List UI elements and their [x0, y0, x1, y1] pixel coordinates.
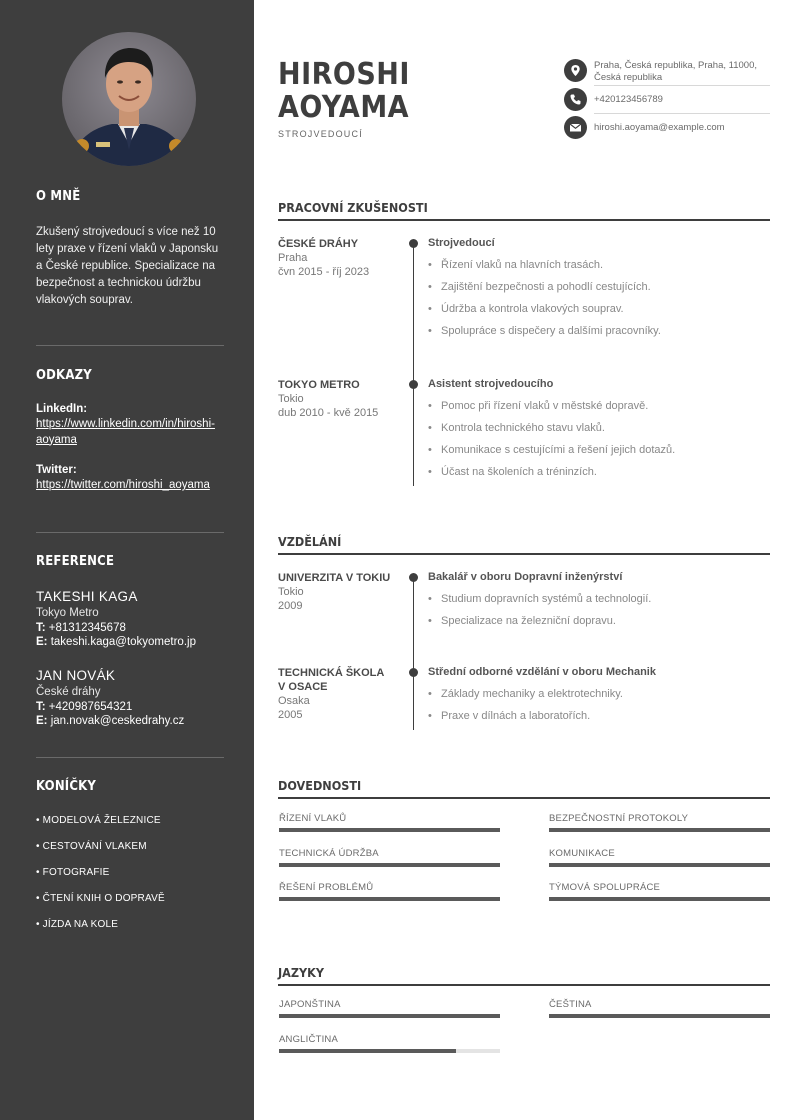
level-fill: [549, 828, 770, 832]
hobbies-section: [36, 779, 224, 794]
experience-entry-meta: [278, 237, 396, 279]
entry-org: TECHNICKÁ ŠKOLA V OSACE: [278, 667, 384, 693]
skill-name: BEZPEČNOSTNÍ PROTOKOLY: [549, 813, 689, 824]
contact-divider: [594, 85, 770, 86]
section-rule: [278, 984, 770, 986]
about-text: Zkušený strojvedoucí s více než 10 lety praxe v řízení vlaků v Japonsku a České republice. Specializace na bezpečnost a technickou údržbu vlakových souprav.: [36, 226, 219, 306]
language-bar: [279, 1014, 500, 1018]
entry-dates: 2009: [278, 600, 303, 612]
skill-bar: [549, 828, 770, 832]
references-title: REFERENCE: [36, 554, 115, 569]
entry-bullet: • Komunikace s cestujícími a řešení jejich dotazů.: [428, 444, 770, 456]
experience-title: PRACOVNÍ ZKUŠENOSTI: [278, 200, 428, 215]
about-section: [36, 189, 224, 204]
entry-dates: čvn 2015 - říj 2023: [278, 266, 370, 278]
sidebar-divider: [36, 345, 224, 346]
experience-entry-details: [428, 237, 770, 337]
reference-name: JAN NOVÁK: [36, 668, 116, 683]
skill-name: TÝMOVÁ SPOLUPRÁCE: [549, 882, 661, 893]
entry-bullet: • Základy mechaniky a elektrotechniky.: [428, 688, 770, 700]
reference-phone: T: +420987654321: [36, 701, 133, 713]
level-fill: [549, 1014, 770, 1018]
timeline-line: [413, 243, 414, 486]
links-title: ODKAZY: [36, 368, 92, 383]
contact-email: [564, 116, 770, 139]
entry-location: Osaka: [278, 695, 310, 707]
sidebar: [0, 0, 254, 1120]
skill-item: [549, 848, 770, 867]
level-fill: [549, 897, 770, 901]
skill-name: TECHNICKÁ ÚDRŽBA: [279, 848, 379, 859]
skills-title: DOVEDNOSTI: [278, 778, 362, 793]
entry-location: Praha: [278, 252, 308, 264]
skill-bar: [549, 897, 770, 901]
language-name: ČEŠTINA: [549, 999, 592, 1010]
skill-item: [549, 882, 770, 901]
skill-bar: [279, 863, 500, 867]
twitter-url[interactable]: https://twitter.com/hiroshi_aoyama: [36, 479, 210, 491]
entry-org: TOKYO METRO: [278, 379, 360, 391]
contact-divider: [594, 113, 770, 114]
person-role: STROJVEDOUCÍ: [278, 129, 363, 139]
skill-bar: [279, 897, 500, 901]
reference-phone: T: +81312345678: [36, 622, 126, 634]
hobby-item: • JÍZDA NA KOLE: [36, 919, 119, 930]
last-name: AOYAMA: [278, 90, 410, 125]
entry-bullet: • Zajištění bezpečnosti a pohodlí cestujících.: [428, 281, 770, 293]
language-item: [279, 999, 500, 1018]
hobby-item: • MODELOVÁ ŽELEZNICE: [36, 815, 161, 826]
entry-location: Tokio: [278, 586, 304, 598]
entry-bullet: • Spolupráce s dispečery a dalšími pracovníky.: [428, 325, 770, 337]
contact-email-text: hiroshi.aoyama@example.com: [594, 122, 725, 133]
education-entry-meta: [278, 571, 396, 613]
linkedin-link-block: [36, 403, 220, 448]
sidebar-divider: [36, 757, 224, 758]
language-item: [279, 1034, 500, 1053]
level-fill: [279, 897, 500, 901]
sidebar-divider: [36, 532, 224, 533]
location-pin-icon: [564, 59, 587, 82]
reference-item: [36, 589, 224, 648]
level-fill: [279, 863, 500, 867]
entry-dates: 2005: [278, 709, 303, 721]
entry-position: Strojvedoucí: [428, 237, 495, 249]
skill-bar: [279, 828, 500, 832]
section-rule: [278, 219, 770, 221]
hobbies-title: KONÍČKY: [36, 779, 97, 794]
person-name: [278, 58, 410, 124]
entry-position: Střední odborné vzdělání v oboru Mechanik: [428, 666, 656, 678]
reference-item: [36, 668, 224, 727]
profile-photo: [62, 32, 196, 166]
reference-org: Tokyo Metro: [36, 607, 99, 619]
contact-phone-text: +420123456789: [594, 94, 663, 105]
entry-bullet: • Kontrola technického stavu vlaků.: [428, 422, 770, 434]
entry-bullet: • Specializace na železniční dopravu.: [428, 615, 770, 627]
level-fill: [279, 828, 500, 832]
entry-org: ČESKÉ DRÁHY: [278, 238, 359, 250]
reference-org: České dráhy: [36, 686, 101, 698]
section-rule: [278, 797, 770, 799]
languages-title: JAZYKY: [278, 965, 325, 980]
entry-location: Tokio: [278, 393, 304, 405]
entry-bullet: • Řízení vlaků na hlavních trasách.: [428, 259, 770, 271]
hobbies-list: [36, 815, 224, 945]
entry-bullet: • Pomoc při řízení vlaků v městské dopravě.: [428, 400, 770, 412]
timeline-dot: [409, 668, 418, 677]
timeline-dot: [409, 573, 418, 582]
skill-name: ŘÍZENÍ VLAKŮ: [279, 813, 347, 824]
language-name: JAPONŠTINA: [279, 999, 341, 1010]
language-name: ANGLIČTINA: [279, 1034, 339, 1045]
education-entry-details: [428, 666, 770, 722]
skill-name: ŘEŠENÍ PROBLÉMŮ: [279, 882, 374, 893]
entry-org: UNIVERZITA V TOKIU: [278, 572, 391, 584]
reference-name: TAKESHI KAGA: [36, 589, 138, 604]
timeline-dot: [409, 239, 418, 248]
envelope-icon: [564, 116, 587, 139]
entry-bullet: • Praxe v dílnách a laboratořích.: [428, 710, 770, 722]
hobby-item: • FOTOGRAFIE: [36, 867, 110, 878]
timeline-line: [413, 577, 414, 730]
first-name: HIROSHI: [278, 57, 410, 92]
entry-bullet: • Studium dopravních systémů a technologií.: [428, 593, 770, 605]
contact-address: [564, 59, 770, 85]
reference-email: E: jan.novak@ceskedrahy.cz: [36, 715, 185, 727]
education-title: VZDĚLÁNÍ: [278, 534, 342, 549]
experience-entry-meta: [278, 378, 396, 420]
links-section: [36, 368, 224, 383]
skill-item: [279, 813, 500, 832]
hobby-item: • CESTOVÁNÍ VLAKEM: [36, 841, 147, 852]
references-section: [36, 554, 224, 569]
language-bar: [549, 1014, 770, 1018]
entry-bullet: • Účast na školeních a tréninzích.: [428, 466, 770, 478]
level-fill: [279, 1014, 500, 1018]
phone-icon: [564, 88, 587, 111]
entry-position: Asistent strojvedoucího: [428, 378, 554, 390]
level-fill: [279, 1049, 456, 1053]
skill-item: [279, 848, 500, 867]
education-entry-meta: [278, 666, 394, 722]
hobby-item: • ČTENÍ KNIH O DOPRAVĚ: [36, 893, 165, 904]
section-rule: [278, 553, 770, 555]
contact-address-text: Praha, Česká republika, Praha, 11000, Česká republika: [594, 60, 758, 83]
entry-dates: dub 2010 - kvě 2015: [278, 407, 379, 419]
entry-bullet: • Údržba a kontrola vlakových souprav.: [428, 303, 770, 315]
skill-item: [279, 882, 500, 901]
education-entry-details: [428, 571, 770, 627]
timeline-dot: [409, 380, 418, 389]
reference-email: E: takeshi.kaga@tokyometro.jp: [36, 636, 196, 648]
twitter-link-block: [36, 464, 220, 494]
skill-bar: [549, 863, 770, 867]
linkedin-label: LinkedIn:: [36, 403, 88, 415]
skill-item: [549, 813, 770, 832]
level-fill: [549, 863, 770, 867]
entry-position: Bakalář v oboru Dopravní inženýrství: [428, 571, 623, 583]
about-title: O MNĚ: [36, 189, 81, 204]
language-bar: [279, 1049, 500, 1053]
language-item: [549, 999, 770, 1018]
linkedin-url[interactable]: https://www.linkedin.com/in/hiroshi-aoyama: [36, 418, 215, 446]
skill-name: KOMUNIKACE: [549, 848, 615, 859]
experience-entry-details: [428, 378, 770, 478]
contact-phone: [564, 88, 770, 111]
twitter-label: Twitter:: [36, 464, 77, 476]
